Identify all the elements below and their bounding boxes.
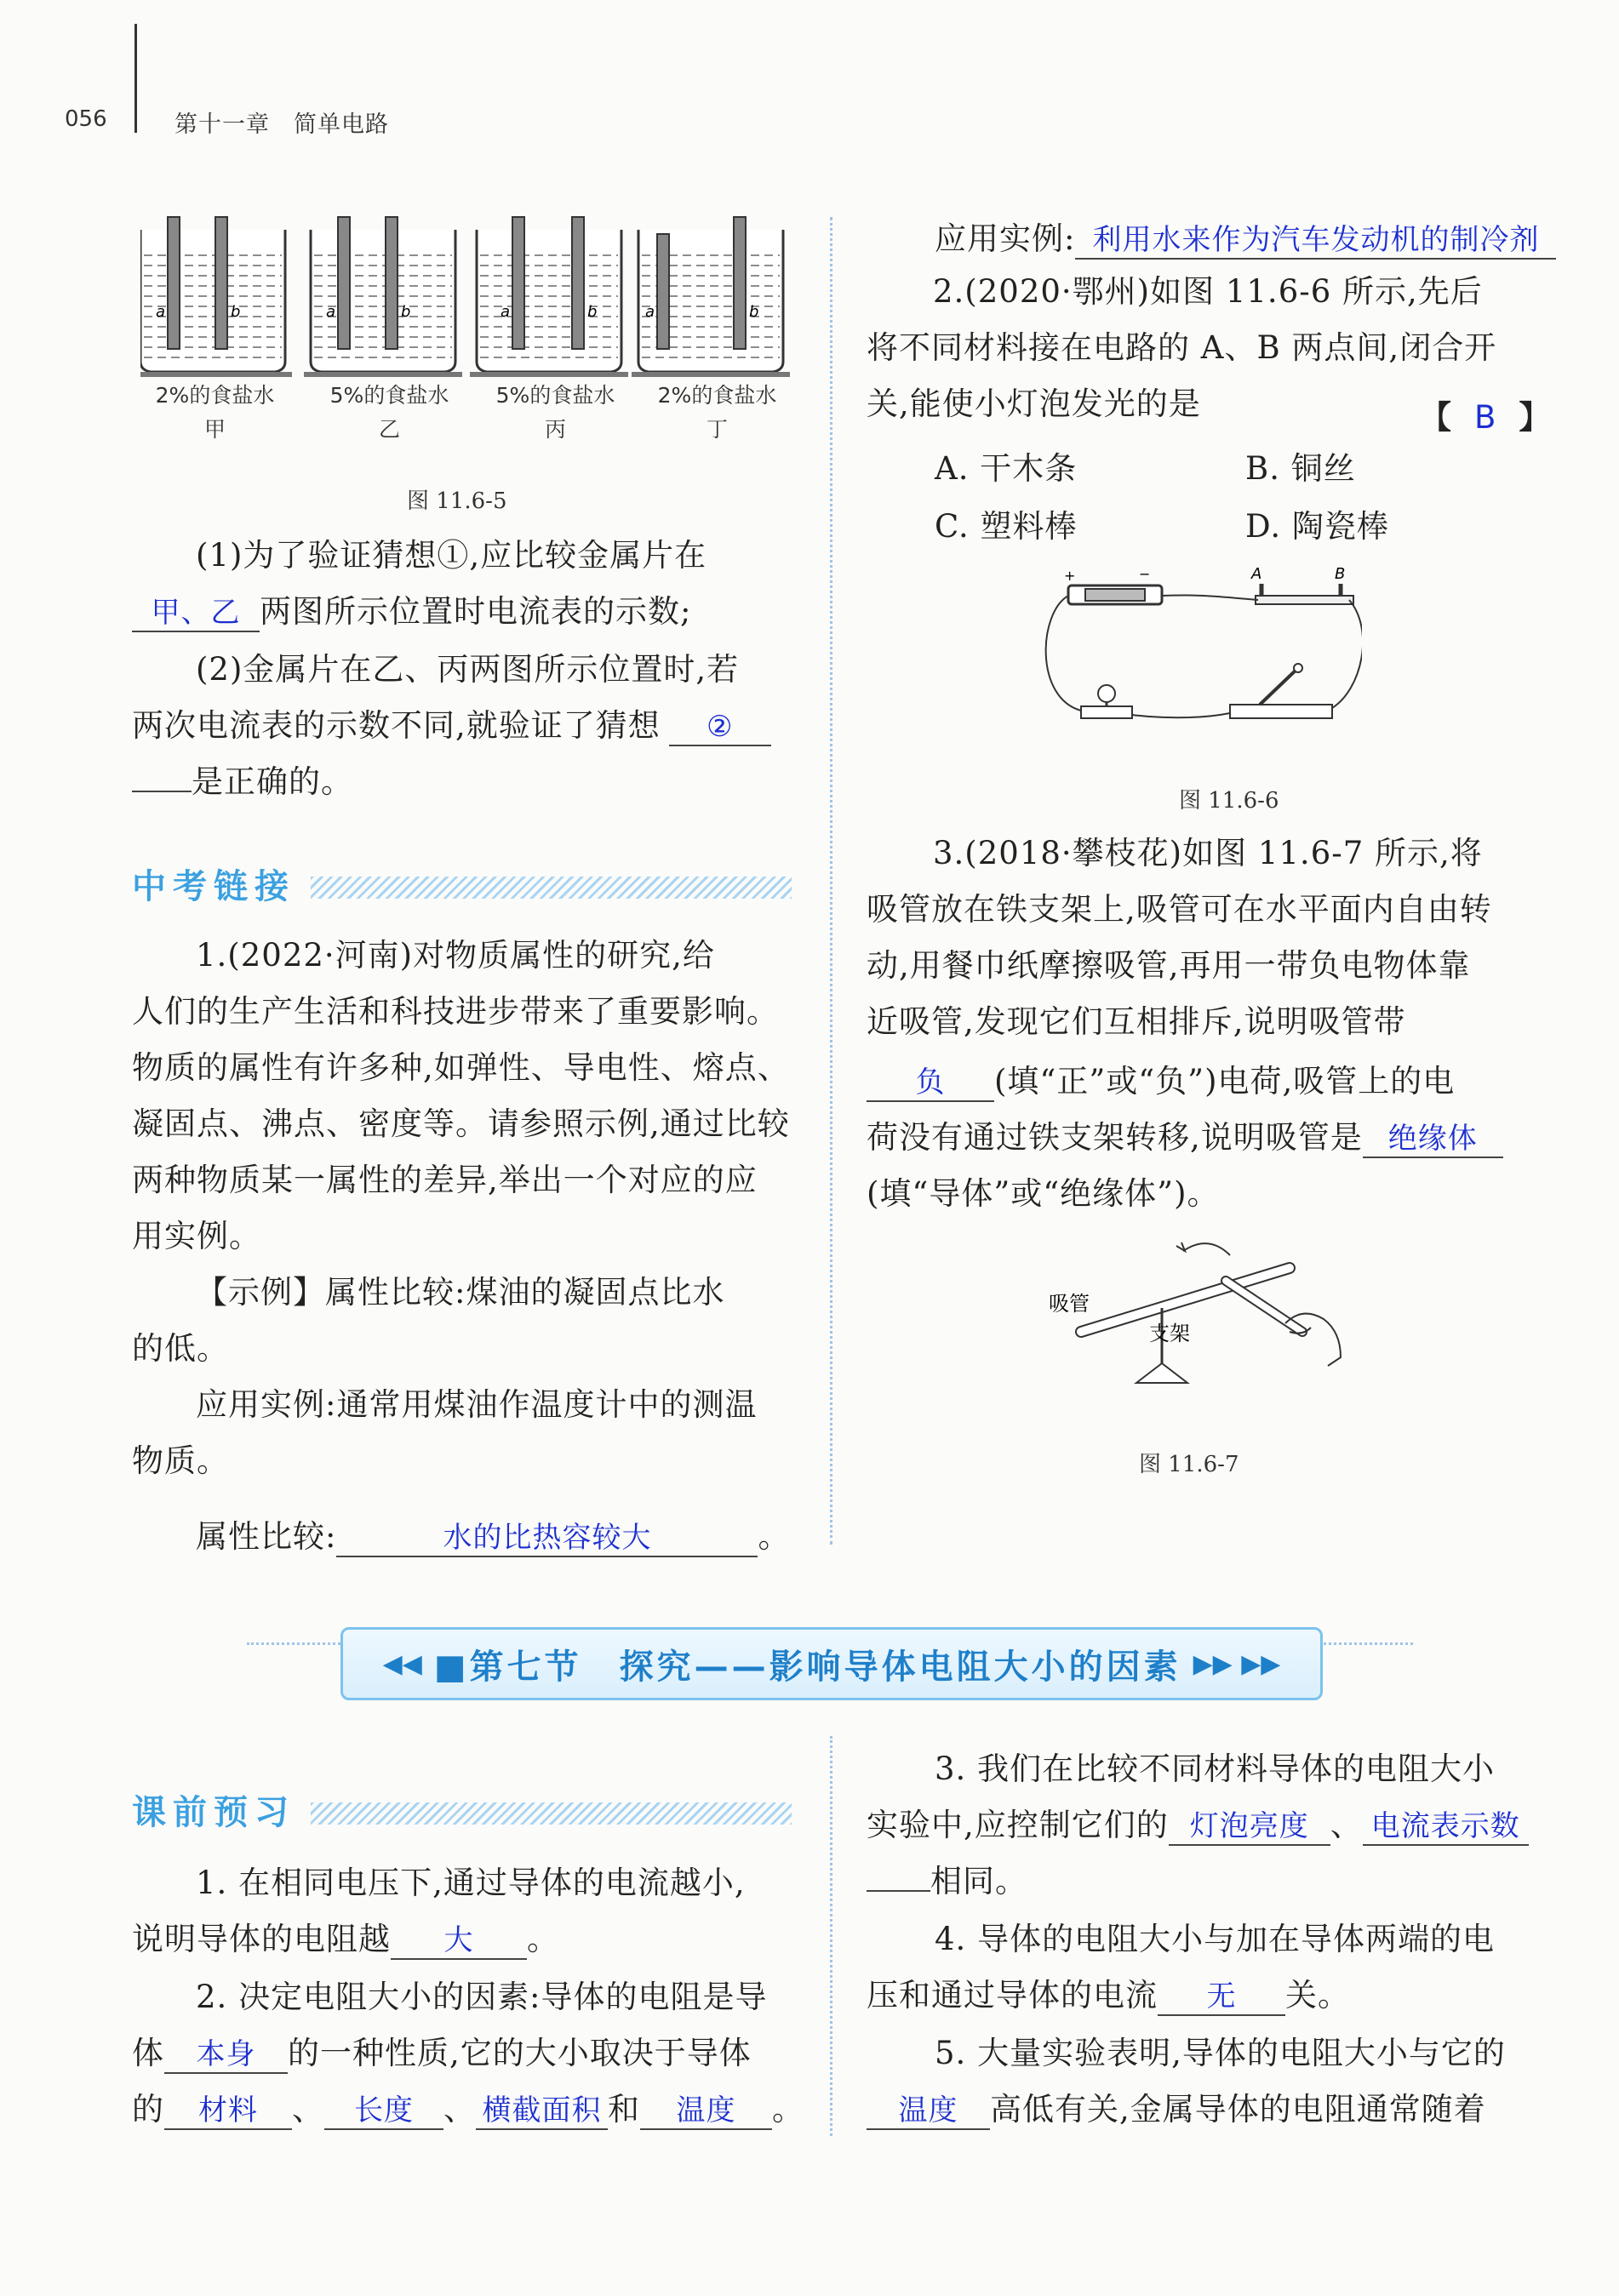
point-a-label: A: [1251, 565, 1262, 583]
q1-line2: 甲、乙 两图所示位置时电流表的示数;: [132, 585, 691, 632]
q2018-line6: 荷没有通过铁支架转移,说明吸管是 绝缘体: [867, 1111, 1503, 1158]
pre-q2-line1: 2. 决定电阻大小的因素:导体的电阻是导: [196, 1979, 768, 2015]
pre-q5-line2: 温度 高低有关,金属导体的电阻通常随着: [867, 2083, 1486, 2130]
banner-right-icon: ▶▶ ▶▶: [1193, 1648, 1281, 1679]
pre-q2-answer5: 温度: [640, 2093, 772, 2130]
q2018-answer2: 绝缘体: [1363, 1121, 1503, 1158]
q1-answer: 甲、乙: [132, 595, 260, 632]
section-hatch-2: [311, 1802, 792, 1825]
chapter-title: 第十一章 简单电路: [174, 111, 389, 138]
q2-line1: (2)金属片在乙、丙两图所示位置时,若: [196, 651, 740, 688]
pre-q3-answer2: 电流表示数: [1363, 1808, 1529, 1846]
q1-line1: (1)为了验证猜想①,应比较金属片在: [196, 537, 707, 574]
point-b-label: B: [1335, 565, 1346, 583]
plate-label-b: b: [401, 303, 411, 321]
option-d: D. 陶瓷棒: [1245, 508, 1389, 545]
pre-q2-answer1: 本身: [164, 2036, 288, 2074]
attr-compare-answer: 水的比热容较大: [336, 1520, 758, 1557]
pre-q4-line2: 压和通过导体的电流 无 关。: [867, 1969, 1350, 2016]
stand-label: 支架: [1149, 1322, 1190, 1345]
option-a: A. 干木条: [935, 450, 1078, 487]
pre-q1-line1: 1. 在相同电压下,通过导体的电流越小,: [196, 1865, 746, 1901]
pre-q5-answer: 温度: [867, 2093, 990, 2130]
app-example-answer: 利用水来作为汽车发动机的制冷剂: [1075, 222, 1556, 260]
section-banner: [340, 1627, 1323, 1700]
pre-q2-answer3: 长度: [324, 2093, 443, 2130]
battery-minus-label: −: [1139, 566, 1151, 582]
banner-left-rule: [247, 1642, 340, 1645]
figure-caption-11-6-7: 图 11.6-7: [1139, 1452, 1239, 1477]
q2-answer: ②: [669, 709, 771, 746]
option-b: B. 铜丝: [1245, 450, 1356, 487]
beaker-solution-2: 5%的食盐水: [329, 383, 449, 408]
q2018-line5: 负 (填“正”或“负”)电荷,吸管上的电: [867, 1055, 1455, 1102]
column-divider-lower: [830, 1736, 832, 2136]
q2020-text: 2.(2020·鄂州)如图 11.6-6 所示,先后 将不同材料接在电路的 A、B 两点间,闭合开 关,能使小灯泡发光的是: [867, 273, 1497, 422]
beaker-solution-4: 2%的食盐水: [657, 383, 777, 408]
plate-label-b: b: [587, 303, 598, 321]
battery-plus-label: +: [1064, 568, 1076, 584]
pre-q2-line2: 体 本身 的一种性质,它的大小取决于导体: [132, 2027, 752, 2074]
pre-q4-answer: 无: [1158, 1979, 1285, 2016]
column-divider: [830, 217, 832, 1545]
q2018-line7: (填“导体”或“绝缘体”)。: [867, 1175, 1220, 1212]
pre-q3-line1: 3. 我们在比较不同材料导体的电阻大小: [935, 1751, 1496, 1787]
q2-line2: 两次电流表的示数不同,就验证了猜想 ②: [132, 700, 771, 746]
beaker-solution-1: 2%的食盐水: [155, 383, 275, 408]
pre-q3-answer1: 灯泡亮度: [1169, 1808, 1330, 1846]
pre-q2-line3: 的 材料 、 长度 、 横截面积 和 温度 。: [132, 2083, 804, 2130]
beaker-3: [470, 217, 628, 377]
section-preview-title: 课前预习: [132, 1793, 295, 1832]
q2020-answer-bracket: 【 B 】: [1420, 398, 1552, 436]
pre-q2-answer4: 横截面积: [476, 2093, 608, 2130]
header-rule: [134, 24, 137, 133]
section-hatch: [311, 877, 792, 899]
q2-line3: 是正确的。: [132, 756, 353, 802]
plate-label-a: a: [156, 303, 166, 321]
plate-label-a: a: [501, 303, 511, 321]
pre-q5-line1: 5. 大量实验表明,导体的电阻大小与它的: [935, 2035, 1506, 2071]
plate-label-b: b: [231, 303, 241, 321]
page-number: 056: [65, 106, 107, 132]
beaker-solution-3: 5%的食盐水: [495, 383, 615, 408]
pre-q3-line3-blank: [867, 1890, 930, 1892]
beaker-name-1: 甲: [203, 417, 226, 442]
banner-left-icon: ◀◀: [382, 1648, 422, 1679]
figure-caption-11-6-5: 图 11.6-5: [407, 488, 507, 514]
beaker-4: [632, 217, 790, 377]
beaker-name-4: 丁: [706, 417, 728, 442]
pre-q3-line2: 实验中,应控制它们的 灯泡亮度 、 电流表示数: [867, 1799, 1529, 1846]
beaker-2: [304, 217, 462, 377]
q2020-answer: B: [1474, 399, 1497, 436]
straw-figure: [1047, 1225, 1353, 1396]
circuit-figure: [1038, 562, 1362, 732]
q2018-answer1: 负: [867, 1065, 994, 1102]
banner-title: ■第七节 探究——影响导体电阻大小的因素: [433, 1647, 1181, 1687]
app-example-line: 应用实例: 利用水来作为汽车发动机的制冷剂: [935, 213, 1556, 260]
option-c: C. 塑料棒: [935, 508, 1078, 545]
pre-q4-line1: 4. 导体的电阻大小与加在导体两端的电: [935, 1921, 1496, 1957]
pre-q3-line3: 相同。: [867, 1855, 1027, 1901]
figure-caption-11-6-6: 图 11.6-6: [1179, 788, 1279, 814]
straw-label: 吸管: [1049, 1292, 1090, 1316]
beaker-name-2: 乙: [378, 417, 400, 442]
plate-label-b: b: [749, 303, 759, 321]
plate-label-a: a: [645, 303, 655, 321]
q2-line3-blank: [132, 791, 192, 792]
banner-right-rule: [1319, 1642, 1413, 1645]
attr-compare-line: 属性比较: 水的比热容较大 。: [196, 1511, 790, 1557]
pre-q2-answer2: 材料: [164, 2093, 292, 2130]
pre-q1-line2: 说明导体的电阻越 大 。: [132, 1913, 559, 1960]
zhongkao-q1: 1.(2022·河南)对物质属性的研究,给 人们的生产生活和科技进步带来了重要影响。 物质的属性有许多种,如弹性、导电性、熔点、 凝固点、沸点、密度等。请参照示例,通过比较 两种物质某一属性的差异,举出一个对应的应 用实例。 【示例】属性比较:煤油的凝固点比水 的低。 应用实例:通常用煤油作温度计中的测温 物质。: [132, 937, 790, 1479]
section-zhongkao-title: 中考链接: [132, 867, 295, 906]
beaker-name-3: 丙: [544, 417, 566, 442]
beaker-1: [140, 217, 292, 377]
pre-q1-answer: 大: [391, 1922, 527, 1960]
q2018-text: 3.(2018·攀枝花)如图 11.6-7 所示,将 吸管放在铁支架上,吸管可在水平面内自由转 动,用餐巾纸摩擦吸管,再用一带负电物体靠 近吸管,发现它们互相排斥,说明吸管带: [867, 835, 1492, 1040]
plate-label-a: a: [326, 303, 336, 321]
